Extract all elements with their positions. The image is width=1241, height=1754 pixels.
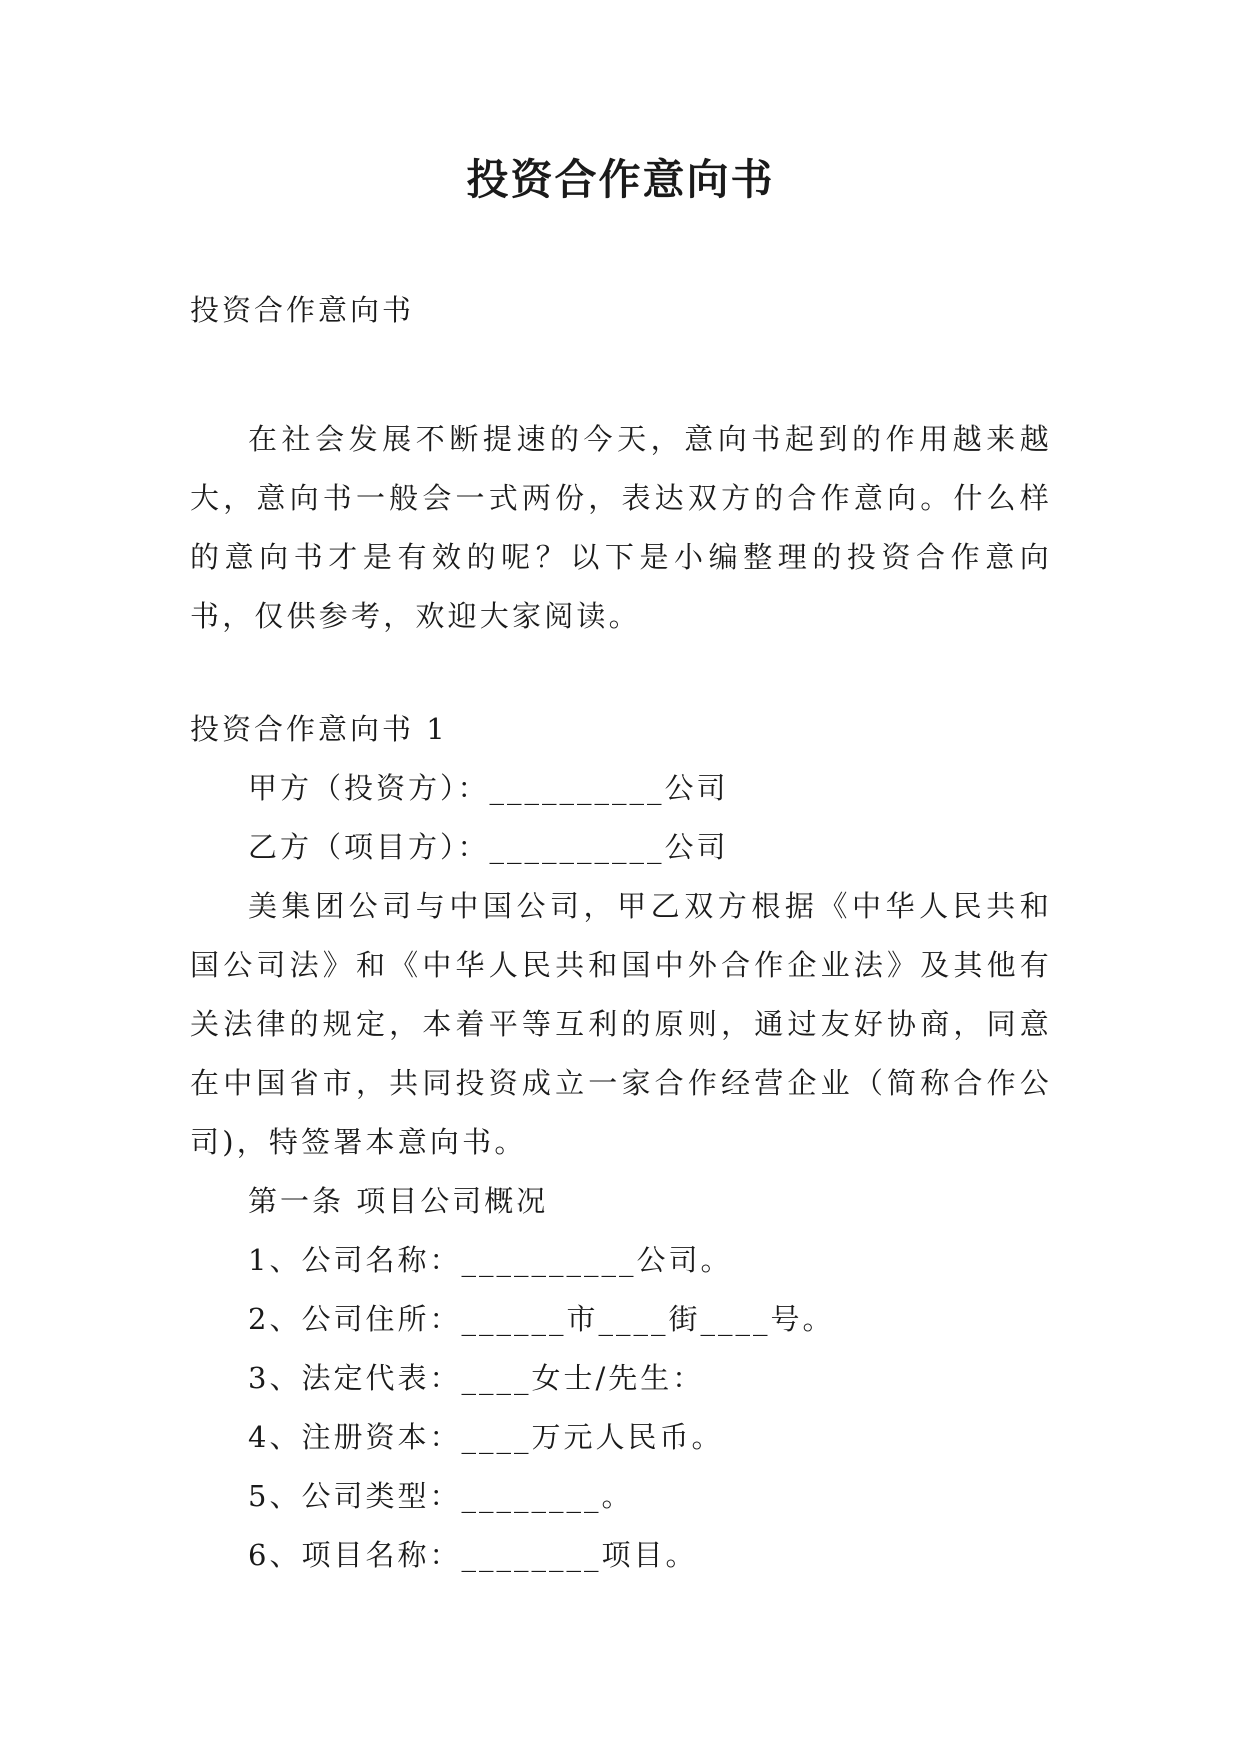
list-item: 5、公司类型：________。: [248, 1479, 634, 1513]
document-subtitle: 投资合作意向书: [190, 293, 415, 327]
list-item: 6、项目名称：________项目。: [248, 1538, 698, 1572]
list-item: 4、注册资本：____万元人民币。: [248, 1420, 724, 1454]
party-b-line: 乙方（项目方）：__________公司: [248, 830, 729, 864]
section-intent-letter-1: [190, 700, 1052, 1585]
list-item: 1、公司名称：__________公司。: [248, 1243, 733, 1277]
list-item: 2、公司住所：______市____街____号。: [248, 1302, 835, 1336]
section-title: 投资合作意向书 1: [190, 712, 448, 746]
document-title: 投资合作意向书: [466, 155, 775, 204]
list-item: 3、法定代表：____女士/先生：: [248, 1361, 705, 1395]
article-1-title: 第一条 项目公司概况: [248, 1184, 549, 1218]
party-a-line: 甲方（投资方）：__________公司: [248, 771, 729, 805]
agreement-paragraph: 美集团公司与中国公司，甲乙双方根据《中华人民共和国公司法》和《中华人民共和国中外合作企业法》及其他有关法律的规定，本着平等互利的原则，通过友好协商，同意在中国省市，共同投资成立一家合作经营企业（简称合作公司)，特签署本意向书。: [190, 889, 1052, 1159]
intro-paragraph: 在社会发展不断提速的今天，意向书起到的作用越来越大，意向书一般会一式两份，表达双方的合作意向。什么样的意向书才是有效的呢？以下是小编整理的投资合作意向书，仅供参考，欢迎大家阅读。: [190, 422, 1052, 633]
